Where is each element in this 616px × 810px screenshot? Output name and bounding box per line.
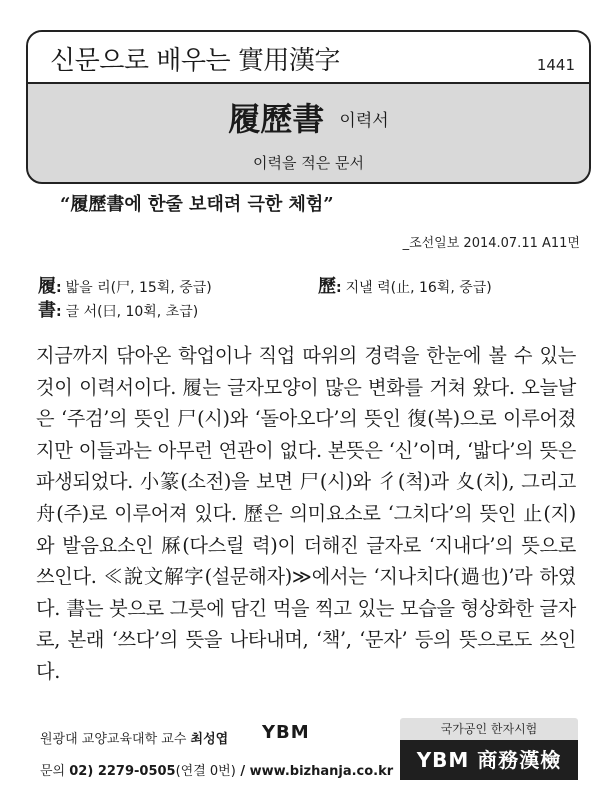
exam-brand-logo: YBM 商務漢檢 [400, 740, 578, 780]
author-line [40, 728, 228, 747]
ybm-logo: YBM [262, 722, 310, 743]
author-affiliation: 원광대 교양교육대학 교수 [40, 732, 187, 747]
character-description: 밟을 리(尸, 15획, 중급) [65, 280, 212, 296]
article-body: 지금까지 닦아온 학업이나 직업 따위의 경력을 한눈에 볼 수 있는 것이 이력서이다. 履는 글자모양이 많은 변화를 거쳐 왔다. 오늘날은 ‘주검’의 뜻인 尸(시)와 ‘돌아오다’의 뜻인 復(복)으로 이루어졌지만 이들과는 아무런 연관이 없다. 본뜻은 ‘신’이며, ‘밟다’의 뜻은 파생되었다. 小篆(소전)을 보면 尸(시)와 彳(척)과 夊(치), 그리고 舟(주)로 이루어져 있다. 歷은 의미요소로 ‘그치다’의 뜻인 止(지)와 발음요소인 厤(다스릴 력)이 더해진 글자로 ‘지내다’의 뜻으로 쓰인다. ≪說文解字(설문해자)≫에서는 ‘지나치다(過也)’라 하였다. 書는 붓으로 그릇에 담긴 먹을 찍고 있는 모습을 형상화한 글자로, 본래 ‘쓰다’의 뜻을 나타내며, ‘책’, ‘문자’ 등의 뜻으로도 쓰인다. [36, 344, 576, 683]
character: 歷 [318, 276, 336, 297]
series-header [28, 32, 589, 84]
character-description: 글 서(曰, 10획, 초급) [65, 304, 199, 320]
headword-row [28, 94, 589, 140]
contact-url[interactable]: / www.bizhanja.co.kr [235, 764, 394, 779]
contact-phone: 02) 2279-0505 [69, 764, 176, 779]
character-entry: 歷: 지낼 력(止, 16획, 중급) [318, 276, 492, 297]
headword: 履歷書 [228, 100, 325, 138]
contact-line [40, 760, 393, 779]
character: 書 [38, 300, 56, 321]
contact-label: 문의 [40, 764, 66, 779]
series-title: 신문으로 배우는 實用漢字 [50, 46, 340, 76]
character-description: 지낼 력(止, 16획, 중급) [345, 280, 492, 296]
character: 履 [38, 276, 56, 297]
contact-extension: (연결 0번) [175, 764, 236, 779]
title-card [26, 30, 591, 184]
headline-quote: “履歷書에 한줄 보태려 극한 체험” [60, 194, 334, 215]
exam-badge [400, 718, 578, 782]
author-name: 최성엽 [190, 732, 229, 747]
article-number: 1441 [536, 56, 575, 74]
character-entry: 書: 글 서(曰, 10획, 초급) [38, 300, 199, 321]
headword-reading: 이력서 [339, 111, 389, 131]
character-entry: 履: 밟을 리(尸, 15획, 중급) [38, 276, 212, 297]
quote-source: _조선일보 2014.07.11 A11면 [402, 236, 580, 251]
exam-label: 국가공인 한자시험 [400, 718, 578, 740]
headword-meaning: 이력을 적은 문서 [253, 154, 364, 172]
